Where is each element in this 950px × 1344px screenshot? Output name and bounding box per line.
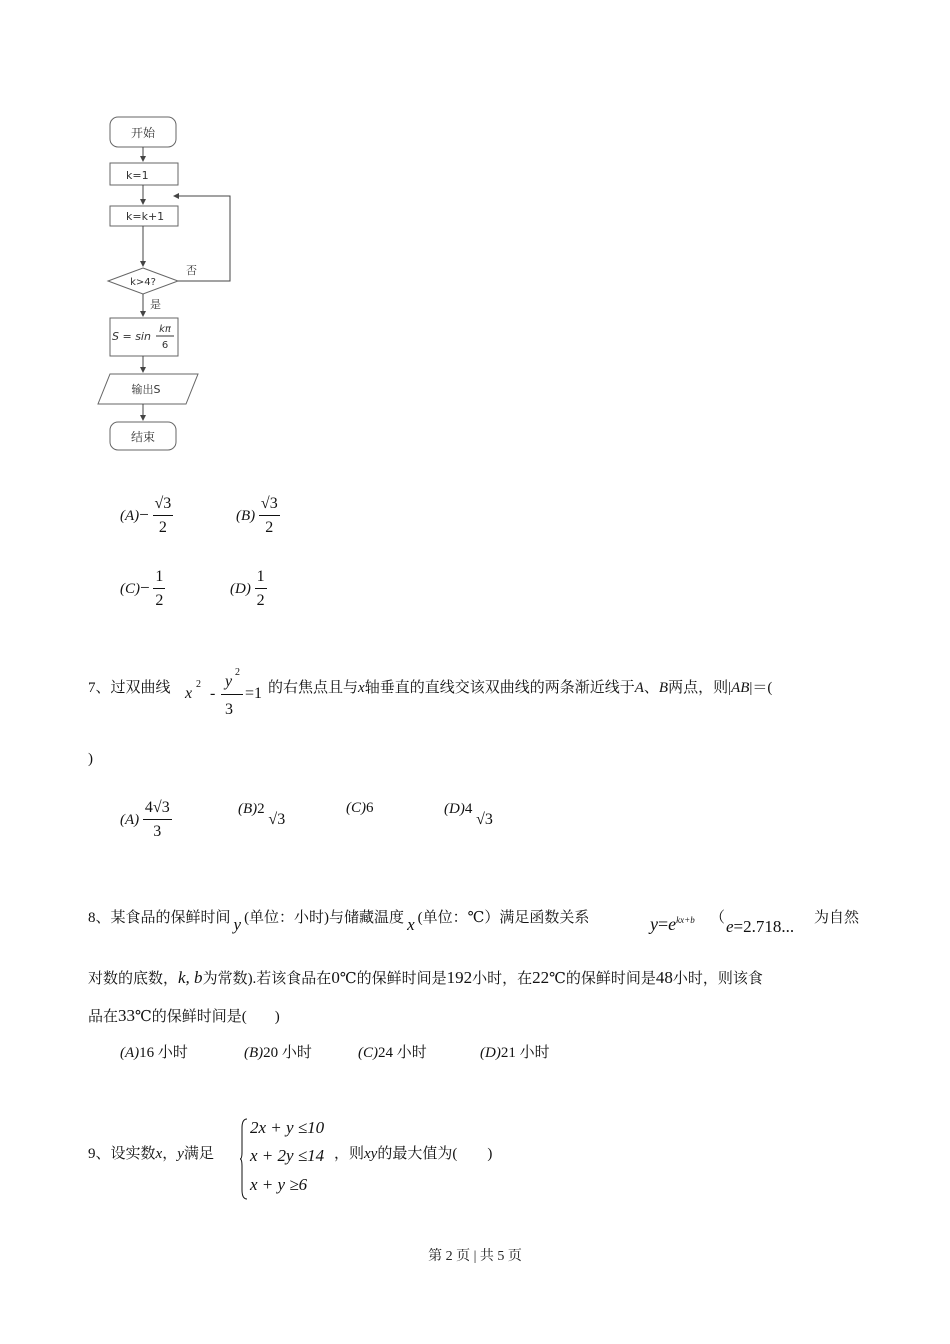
q8-t33: 33 — [118, 1006, 136, 1025]
q7-eq: =1 — [245, 685, 263, 702]
q9-stem — [88, 1142, 214, 1163]
q6-option-c — [120, 566, 165, 613]
q8-option-a — [120, 1041, 188, 1062]
q6-a-num: √3 — [153, 493, 174, 516]
q6-c-label: (C) — [120, 580, 140, 597]
q9-ineq2: x + 2y ≤14 — [250, 1146, 325, 1165]
q7-c-val: 6 — [366, 800, 374, 816]
q8-d-label: (D) — [480, 1045, 501, 1061]
q7-frac-bar — [221, 694, 243, 695]
update-label: k=k+1 — [126, 210, 165, 223]
q6-c-den: 2 — [155, 592, 164, 609]
q8-h48: 48 — [655, 968, 673, 987]
q8-paren: （ — [710, 910, 726, 926]
q6-d-den: 2 — [256, 592, 265, 609]
condition-label: k>4? — [130, 277, 156, 288]
q6-c-num: 1 — [153, 566, 165, 589]
q8-line2-d: 小时，在 — [472, 971, 533, 987]
start-label: 开始 — [130, 126, 156, 140]
q7-sep: 、 — [643, 680, 659, 696]
no-label: 否 — [186, 264, 197, 277]
q7-a-label: (A) — [120, 811, 140, 828]
q8-unit2: (单位：℃）满足函数关系 — [417, 910, 590, 926]
q8-formula-exp: kx+b — [676, 915, 695, 925]
q9-mid: 满足 — [183, 1146, 214, 1162]
q8-formula-eq: = — [658, 914, 669, 934]
assign-den-label: 6 — [161, 340, 169, 351]
q8-formula-y: y — [650, 914, 658, 934]
q8-prefix: 8、某食品的保鲜时间 — [88, 910, 231, 926]
q9-ineq3: x + y ≥6 — [250, 1175, 308, 1194]
q8-c-val: 24 小时 — [378, 1045, 427, 1061]
q9-after: ，则 — [334, 1146, 365, 1162]
q7-b-label: (B) — [238, 801, 258, 817]
q8-d-val: 21 小时 — [500, 1045, 550, 1061]
q6-a-den: 2 — [158, 519, 167, 536]
q8-option-d — [480, 1041, 550, 1062]
q8-line2-b: 为常数).若该食品在 — [202, 971, 332, 987]
q9-ineq1: 2x + y ≤10 — [250, 1118, 325, 1137]
q8-unit1: (单位：小时)与储藏温度 — [244, 910, 405, 926]
q8-kb: k, b — [178, 968, 203, 987]
q7-frac-num: y — [225, 673, 233, 690]
q6-b-label: (B) — [236, 507, 256, 524]
q6-d-num: 1 — [255, 566, 267, 589]
q7-minus: - — [210, 685, 216, 702]
end-label: 结束 — [130, 430, 156, 444]
q7-close: ) — [88, 751, 93, 767]
q8-formula — [650, 914, 695, 935]
page-footer: 第 2 页 | 共 5 页 — [428, 1249, 522, 1264]
q6-d-label: (D) — [230, 580, 251, 597]
q7-frac-den: 3 — [225, 701, 233, 718]
q7-c-label: (C) — [346, 800, 366, 816]
q6-option-a — [120, 493, 173, 540]
q7-option-b — [238, 800, 286, 828]
q7-mid1: 的右焦点且与 — [268, 680, 359, 696]
q6-a-label: (A) — [120, 507, 140, 524]
q9-x: x — [155, 1146, 163, 1162]
q9-y: y — [177, 1146, 184, 1162]
q9-comma: ， — [162, 1146, 178, 1162]
q7-d-label: (D) — [444, 801, 465, 817]
q8-line3-b: ℃的保鲜时间是( — [135, 1009, 247, 1025]
yes-label: 是 — [150, 298, 161, 311]
q7-option-d — [444, 800, 493, 828]
q8-line2 — [88, 967, 763, 988]
q8-end1: 为自然 — [814, 910, 860, 926]
q9-prefix: 9、设实数 — [88, 1146, 156, 1162]
q8-a-val: 16 小时 — [139, 1045, 188, 1061]
q7-mid2: 轴垂直的直线交该双曲线的两条渐近线于 — [364, 680, 635, 696]
q8-option-c — [358, 1041, 427, 1062]
q8-a-label: (A) — [120, 1045, 140, 1061]
q7-x2: x — [185, 685, 193, 702]
q8-formula-e: e — [668, 914, 677, 934]
q7-d-rad: √3 — [476, 811, 493, 828]
q7-suffix: |＝( — [749, 680, 773, 696]
assign-num-label: kπ — [159, 324, 171, 335]
q7-mid3: 两点，则| — [668, 680, 732, 696]
q7-A: A — [634, 680, 644, 696]
q9-tail — [334, 1142, 492, 1163]
q7-x: x — [358, 680, 365, 696]
q8-line3-c: ) — [274, 1009, 280, 1025]
q7-option-a — [120, 797, 172, 844]
q6-option-b — [236, 493, 280, 540]
q8-line2-e: ℃的保鲜时间是 — [549, 971, 656, 987]
q8-line3-a: 品在 — [88, 1009, 119, 1025]
q6-b-num: √3 — [259, 493, 280, 516]
q8-t0: 0 — [331, 968, 340, 987]
q7-a-num: 4√3 — [143, 797, 172, 820]
q7-B: B — [658, 680, 669, 696]
q9-xy: xy — [364, 1146, 378, 1162]
q7-a-den: 3 — [153, 823, 162, 840]
q7-b-val: 2 — [257, 801, 265, 817]
q7-stem — [88, 676, 171, 697]
q7-exp2: 2 — [196, 679, 201, 690]
q8-option-b — [244, 1041, 312, 1062]
q8-line2-c: ℃的保鲜时间是 — [339, 971, 447, 987]
q8-line2-a: 对数的底数， — [88, 971, 179, 987]
q7-AB: AB — [731, 680, 750, 696]
assign-left-label: S = sin — [112, 330, 151, 343]
output-label: 输出S — [131, 383, 161, 396]
q8-e-def — [710, 906, 725, 927]
q6-b-den: 2 — [265, 519, 274, 536]
q8-e-val: =2.718... — [733, 917, 795, 936]
init-label: k=1 — [126, 169, 149, 182]
q8-y: y — [233, 915, 242, 934]
q7-stem-rest — [268, 676, 772, 697]
q6-c-sign: − — [140, 577, 150, 597]
q9-suffix: 的最大值为( ) — [377, 1146, 493, 1162]
q8-e-value — [726, 917, 794, 937]
q6-a-sign: − — [139, 504, 149, 524]
q8-line3 — [88, 1005, 280, 1026]
flowchart — [90, 110, 260, 460]
q8-c-label: (C) — [358, 1045, 378, 1061]
q8-x: x — [407, 915, 415, 934]
q8-b-val: 20 小时 — [263, 1045, 312, 1061]
q7-frac-num-exp: 2 — [235, 667, 240, 678]
q8-line2-f: 小时，则该食 — [672, 971, 763, 987]
q7-prefix: 7、过双曲线 — [88, 680, 171, 696]
q7-option-c — [346, 800, 374, 817]
q9-brace — [240, 1118, 248, 1200]
q8-b-label: (B) — [244, 1045, 264, 1061]
q7-d-val: 4 — [464, 801, 473, 817]
q8-t22: 22 — [532, 968, 550, 987]
q8-h192: 192 — [446, 968, 473, 987]
q7-b-rad: √3 — [268, 811, 286, 828]
q6-option-d — [230, 566, 267, 613]
q8-line1 — [88, 906, 590, 934]
q8-e-eq: e — [726, 917, 734, 936]
